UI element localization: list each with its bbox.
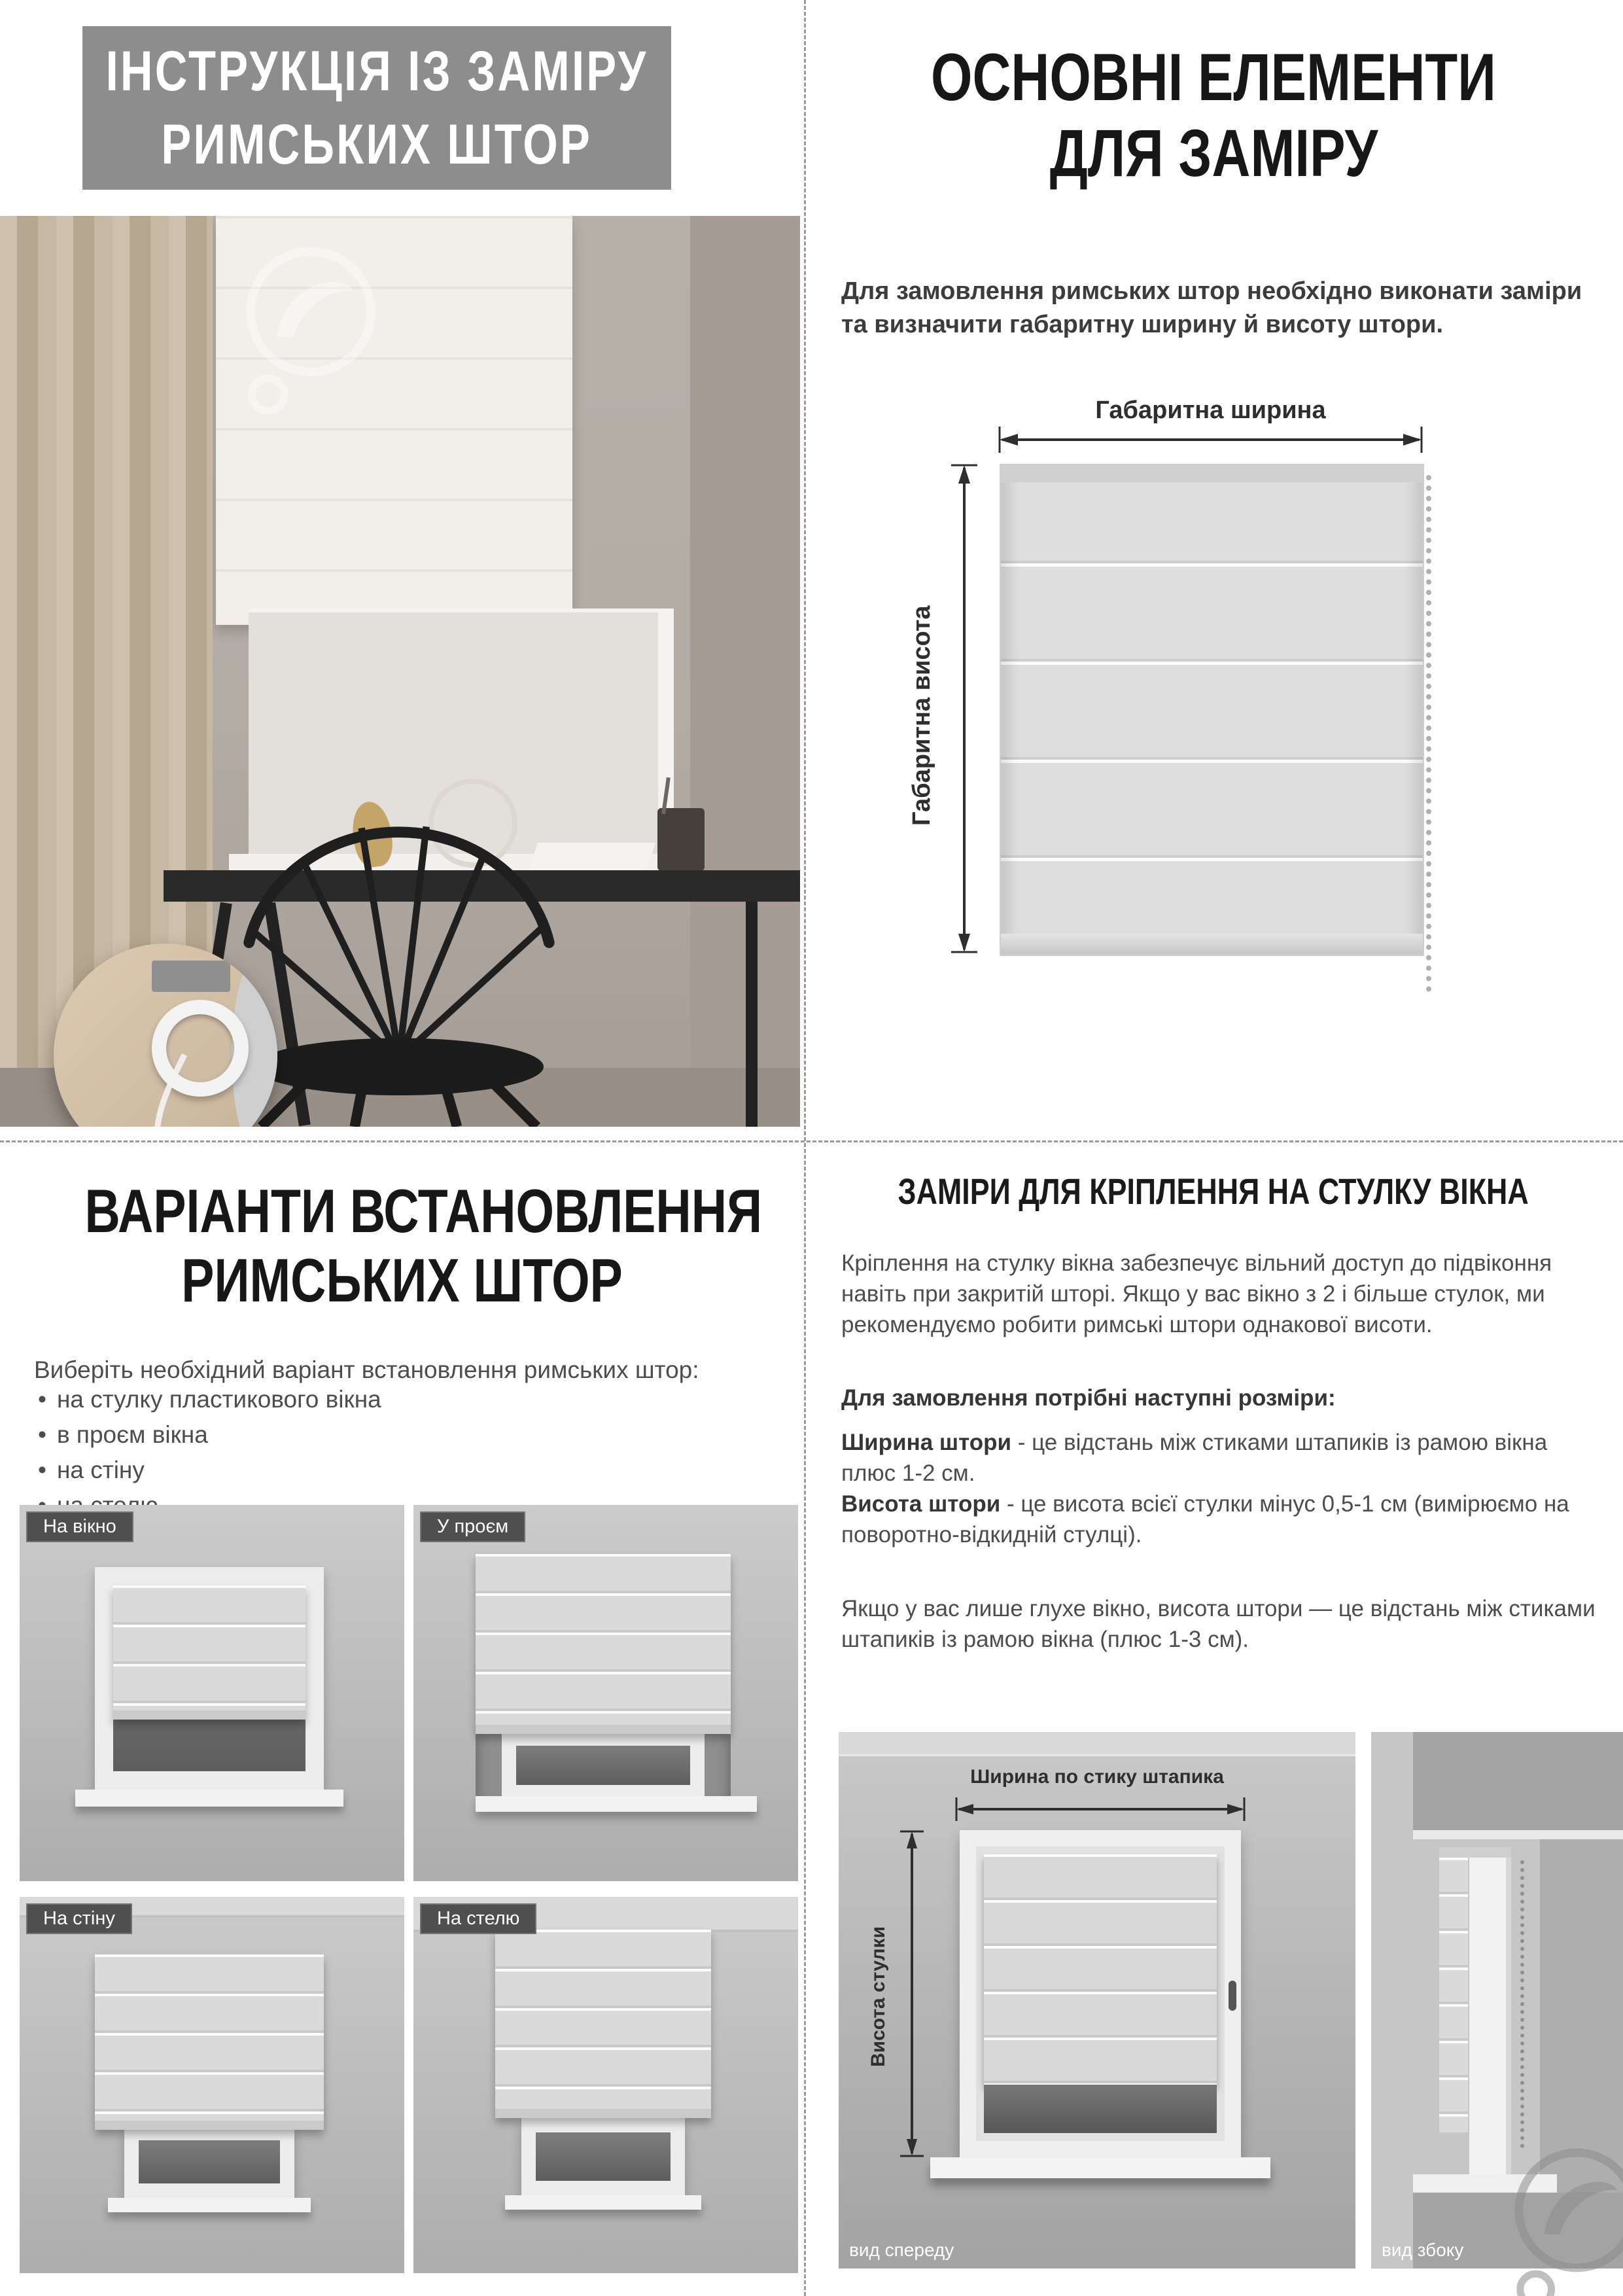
vertical-divider — [804, 0, 806, 2296]
variants-options — [38, 1382, 758, 1523]
elements-title — [811, 39, 1616, 191]
blind-headrail — [1001, 465, 1423, 482]
roman-blind — [95, 1954, 324, 2130]
height-definition: - це висота всієї стулки мінус 0,5-1 см (вимірюємо на поворотно-відкидній стулці). — [841, 1491, 1569, 1547]
elements-title-line-1: ОСНОВНІ ЕЛЕМЕНТИ — [931, 40, 1496, 115]
tile-wall-mount — [20, 1897, 404, 2273]
sash-title — [811, 1171, 1616, 1212]
grommet-closeup — [54, 944, 277, 1127]
side-view-caption: вид збоку — [1382, 2240, 1464, 2260]
roman-blind-profile — [1439, 1858, 1468, 2132]
width-definition: - це відстань між стиками штапиків із рамою вікна плюс 1-2 см. — [841, 1430, 1548, 1486]
diagram-width-label: Габаритна ширина — [1095, 397, 1326, 424]
banner-line-2: РИМСЬКИХ ШТОР — [161, 113, 593, 176]
window-glass — [984, 2085, 1217, 2133]
front-height-arrow — [899, 1826, 925, 2161]
window-sill — [75, 1790, 343, 1807]
blind-diagram — [1000, 464, 1424, 956]
window-sill — [1413, 2174, 1557, 2193]
window-handle — [1229, 1981, 1236, 2011]
front-width-label: Ширина по стику штапика — [970, 1766, 1224, 1788]
height-term: Висота штори — [841, 1491, 1001, 1517]
front-width-arrow — [951, 1796, 1249, 1822]
tile-scene — [20, 1505, 404, 1881]
sizes-heading: Для замовлення потрібні наступні розміри: — [841, 1385, 1336, 1411]
elements-intro: Для замовлення римських штор необхідно виконати заміри та визначити габаритну ширину й висоту штори. — [841, 277, 1582, 338]
size-definitions — [841, 1427, 1605, 1550]
roman-blind — [495, 1930, 711, 2118]
tile-scene — [20, 1897, 404, 2273]
roman-blind — [476, 1554, 731, 1734]
blind-chain — [1426, 475, 1431, 992]
blind-bottom-bar — [1001, 934, 1423, 955]
option-wall: • на стіну — [38, 1453, 758, 1488]
photo-desk-leg — [746, 902, 758, 1127]
tile-label: У проєм — [420, 1511, 525, 1542]
room-photo — [0, 216, 800, 1127]
blind-bottom-bar — [95, 2121, 324, 2130]
photo-wall — [690, 216, 800, 1127]
ceiling — [839, 1732, 1355, 1756]
variants-title-line-2: РИМСЬКИХ ШТОР — [181, 1246, 623, 1315]
window-sill — [108, 2198, 311, 2212]
window-sill — [476, 1796, 757, 1812]
wall-lintel — [1413, 1732, 1623, 1830]
front-view-diagram — [839, 1732, 1355, 2269]
option-opening: • в проєм вікна — [38, 1417, 758, 1453]
blind-bottom-bar — [476, 1725, 731, 1734]
tile-opening-mount — [413, 1505, 798, 1881]
banner-line-1: ІНСТРУКЦІЯ ІЗ ЗАМІРУ — [105, 40, 648, 103]
photo-pencil-cup — [657, 808, 705, 871]
width-term: Ширина штори — [841, 1430, 1012, 1455]
elements-title-line-2: ДЛЯ ЗАМІРУ — [1049, 116, 1378, 190]
tile-label: На стелю — [420, 1903, 536, 1934]
window-glass — [536, 2132, 671, 2181]
title-banner — [82, 26, 671, 190]
front-view-caption: вид спереду — [849, 2240, 954, 2260]
tile-ceiling-mount — [413, 1897, 798, 2273]
height-arrow — [950, 460, 979, 957]
option-sash: • на стулку пластикового вікна — [38, 1382, 758, 1417]
side-view-diagram — [1371, 1732, 1623, 2269]
sash-paragraph-2: Якщо у вас лише глухе вікно, висота штори — це відстань між стиками штапиків із рамою вікна (плюс 1-3 см). — [841, 1596, 1596, 1652]
horizontal-divider — [0, 1140, 1623, 1142]
diagram-height-label: Габаритна висота — [908, 605, 935, 826]
window-glass — [139, 2140, 280, 2183]
width-arrow — [993, 425, 1428, 454]
blind-bottom-bar — [495, 2109, 711, 2118]
sash-title-text: ЗАМІРИ ДЛЯ КРІПЛЕННЯ НА СТУЛКУ ВІКНА — [898, 1171, 1529, 1212]
blind-chain — [1520, 1860, 1524, 2148]
blind-bottom-bar — [113, 1710, 305, 1720]
closeup-cord — [54, 944, 277, 1127]
window-sill — [930, 2157, 1270, 2178]
front-height-label: Висота стулки — [867, 1926, 889, 2067]
lintel-soffit — [1413, 1830, 1623, 1839]
variants-title — [0, 1176, 804, 1315]
roman-blind — [984, 1854, 1217, 2085]
variants-subtitle: Виберіть необхідний варіант встановлення римських штор: — [34, 1356, 699, 1383]
sash-profile — [1469, 1847, 1511, 2174]
photo-roman-blind — [216, 216, 572, 625]
tile-scene — [413, 1897, 798, 2273]
window-glass — [516, 1746, 690, 1785]
tile-label: На стіну — [26, 1903, 132, 1934]
tile-label: На вікно — [26, 1511, 133, 1542]
blind-bracket — [1439, 1847, 1511, 1858]
window-sill — [505, 2195, 701, 2210]
roman-blind — [113, 1585, 305, 1720]
tile-window-mount — [20, 1505, 404, 1881]
variants-title-line-1: ВАРІАНТИ ВСТАНОВЛЕННЯ — [84, 1176, 763, 1245]
tile-scene — [413, 1505, 798, 1881]
sash-paragraph-1: Кріплення на стулку вікна забезпечує вільний доступ до підвіконня навіть при закритій шторі. Якщо у вас вікно з 2 і більше стулок, ми рекомендуємо робити римські штори однакової висоти. — [841, 1250, 1552, 1337]
